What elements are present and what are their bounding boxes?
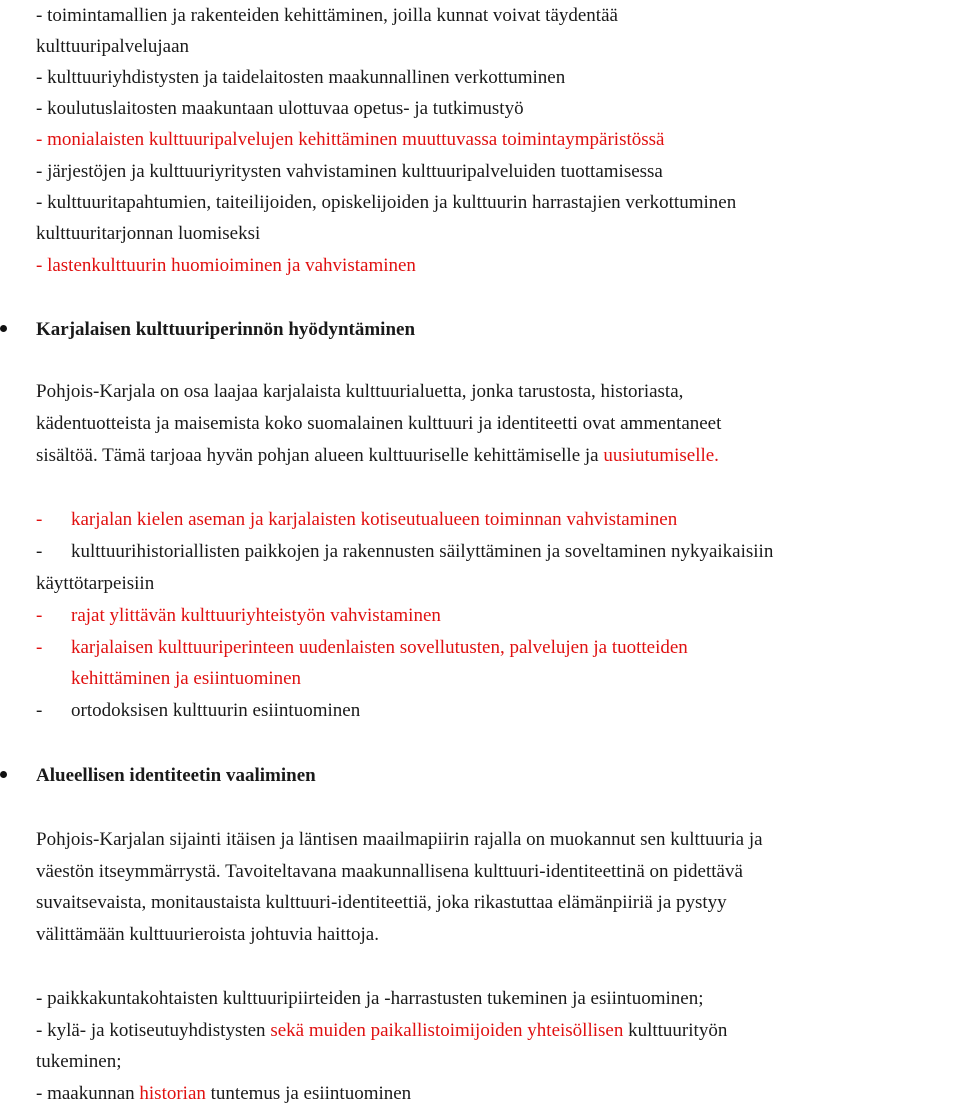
list-item <box>36 1019 727 1043</box>
paragraph-line: kädentuotteista ja maisemista koko suomalainen kulttuuri ja identiteetti ovat ammentaneet <box>36 413 722 434</box>
list-item-highlighted <box>36 636 688 660</box>
bullet-dot-icon <box>0 325 7 332</box>
paragraph-line: suvaitsevaista, monitaustaista kulttuuri-identiteettiä, joka rikastuttaa elämänpiiriä ja pystyy <box>36 892 727 913</box>
list-item <box>36 1082 411 1106</box>
list-item: - kulttuuriyhdistysten ja taidelaitosten maakunnallinen verkottuminen <box>36 67 566 88</box>
paragraph-line: Pohjois-Karjala on osa laajaa karjalaista kulttuurialuetta, jonka tarustosta, historiasta, <box>36 381 684 402</box>
list-item-text: kulttuurityön <box>623 1020 728 1041</box>
list-item-continuation: tukeminen; <box>36 1051 122 1072</box>
list-item-text-highlighted: historian <box>139 1083 206 1104</box>
paragraph-line: välittämään kulttuurieroista johtuvia haittoja. <box>36 924 379 945</box>
bullet-dot-icon <box>0 771 7 778</box>
list-item-continuation: kehittäminen ja esiintuominen <box>71 668 302 689</box>
list-item: - kulttuuritapahtumien, taiteilijoiden, opiskelijoiden ja kulttuurin harrastajien verkottuminen <box>36 192 737 213</box>
list-item-text: - kylä- ja kotiseutuyhdistysten <box>36 1020 271 1041</box>
list-item-text: karjalaisen kulttuuriperinteen uudenlaisten sovellutusten, palvelujen ja tuotteiden <box>71 637 688 658</box>
list-item: - toimintamallien ja rakenteiden kehittäminen, joilla kunnat voivat täydentää <box>36 5 618 26</box>
list-item-text: tuntemus ja esiintuominen <box>205 1083 412 1104</box>
paragraph-line <box>36 444 719 468</box>
list-item-highlighted: - monialaisten kulttuuripalvelujen kehittäminen muuttuvassa toimintaympäristössä <box>36 129 665 150</box>
section-heading: Karjalaisen kulttuuriperinnön hyödyntäminen <box>36 319 416 340</box>
list-item: - paikkakuntakohtaisten kulttuuripiirteiden ja -harrastusten tukeminen ja esiintuominen; <box>36 988 704 1009</box>
list-item-highlighted: - lastenkulttuurin huomioiminen ja vahvistaminen <box>36 255 416 276</box>
list-item: - koulutuslaitosten maakuntaan ulottuvaa opetus- ja tutkimustyö <box>36 98 524 119</box>
paragraph-text: sisältöä. Tämä tarjoaa hyvän pohjan alueen kulttuuriselle kehittämiselle ja <box>36 445 604 466</box>
list-item: - järjestöjen ja kulttuuriyritysten vahvistaminen kulttuuripalveluiden tuottamisessa <box>36 161 663 182</box>
list-item-text: kulttuurihistoriallisten paikkojen ja rakennusten säilyttäminen ja soveltaminen nykyaikaisiin <box>71 541 774 562</box>
paragraph-line: väestön itseymmärrystä. Tavoiteltavana maakunnallisena kulttuuri-identiteettinä on pidettävä <box>36 861 743 882</box>
list-item-highlighted <box>36 604 441 628</box>
list-item-text: rajat ylittävän kulttuuriyhteistyön vahvistaminen <box>71 605 441 626</box>
list-item-continuation: kulttuuripalvelujaan <box>36 36 190 57</box>
list-item-highlighted <box>36 508 677 532</box>
dash-marker: - <box>36 637 43 658</box>
list-item <box>36 540 773 564</box>
section-heading: Alueellisen identiteetin vaaliminen <box>36 765 316 786</box>
dash-marker: - <box>36 605 43 626</box>
list-item-text: ortodoksisen kulttuurin esiintuominen <box>71 700 361 721</box>
list-item-text: karjalan kielen aseman ja karjalaisten kotiseutualueen toiminnan vahvistaminen <box>71 509 678 530</box>
list-item-text-highlighted: sekä muiden paikallistoimijoiden yhteisöllisen <box>270 1020 624 1041</box>
paragraph-text-highlighted: uusiutumiselle. <box>603 445 719 466</box>
dash-marker: - <box>36 509 43 530</box>
dash-marker: - <box>36 541 43 562</box>
list-item-text: - maakunnan <box>36 1083 140 1104</box>
paragraph-line: Pohjois-Karjalan sijainti itäisen ja läntisen maailmapiirin rajalla on muokannut sen kulttuuria ja <box>36 829 763 850</box>
dash-marker: - <box>36 700 43 721</box>
list-item-continuation: kulttuuritarjonnan luomiseksi <box>36 223 261 244</box>
list-item-continuation: käyttötarpeisiin <box>36 573 155 594</box>
list-item <box>36 699 360 723</box>
